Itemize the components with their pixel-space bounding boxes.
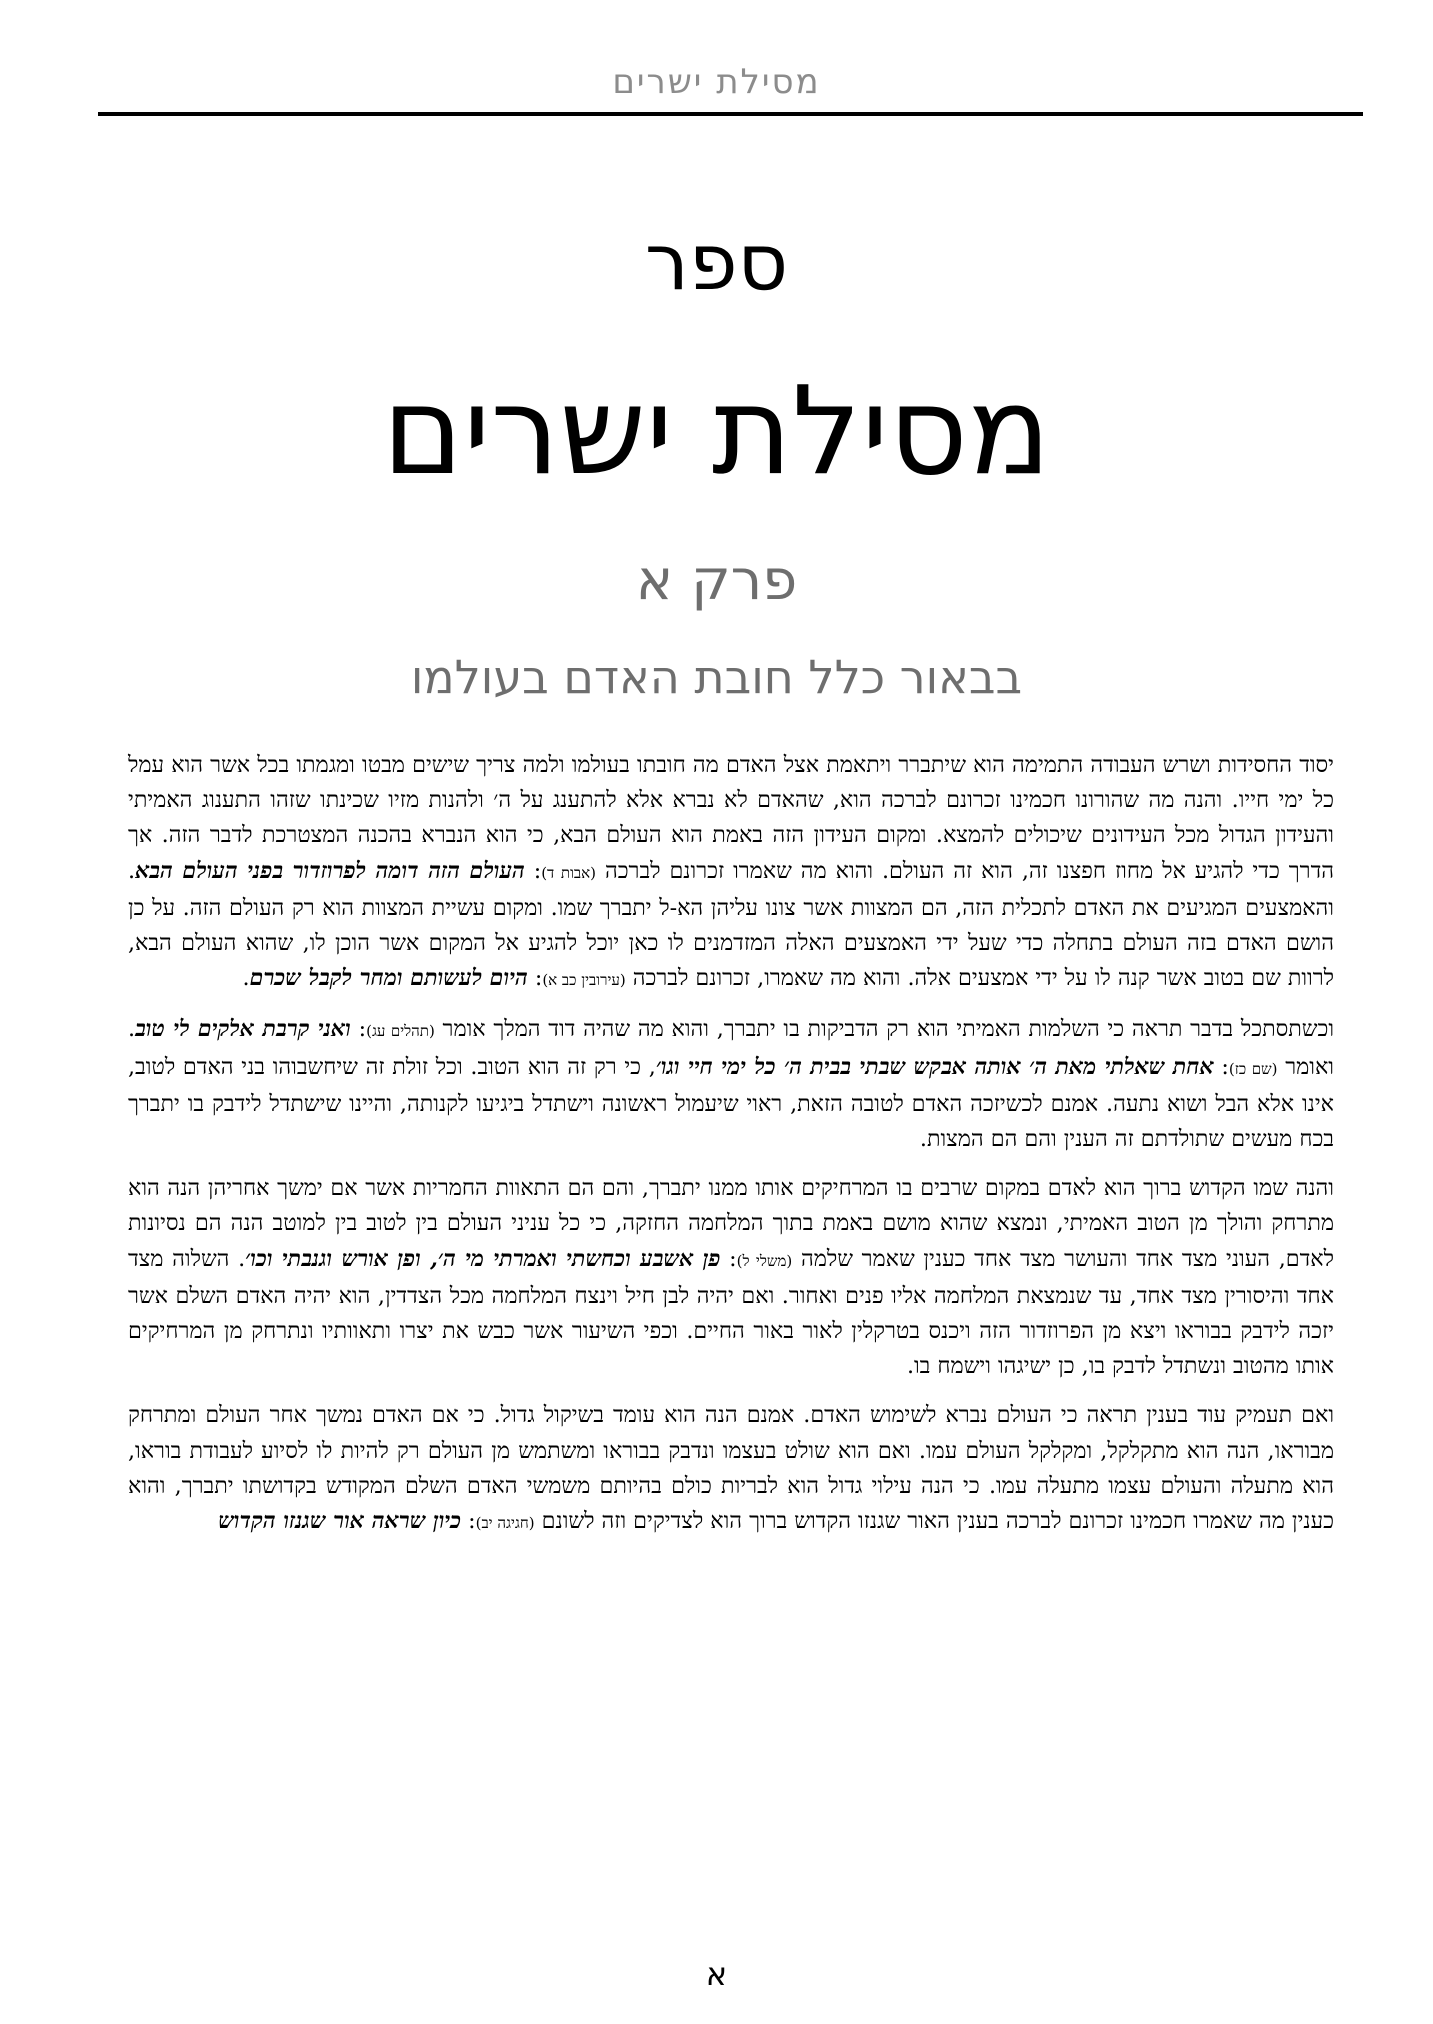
body-text: , כי רק זה הוא הטוב. וכל זולת זה שיחשבוהו בני האדם לטוב, אינו אלא הבל ושוא נתעה. אמנם לכשיזכה האדם לטובה הזאת, ראוי שיעמול ראשונה וישתדל ביגיעו לקנותה, והיינו שישתדל לידבק בו יתברך בכח מעשים שתולדתם זה הענין והם הם המצות. <box>128 1053 1334 1153</box>
body-text: . השלוה מצד אחד והיסורין מצד אחד, עד שנמצאת המלחמה אליו פנים ואחור. ואם יהיה לבן חיל וינצח המלחמה מכל הצדדין, הוא יהיה האדם השלם אשר יזכה לידבק בבוראו ויצא מן הפרוזדור הזה ויכנס בטרקלין לאור באור החיים. וכפי השיעור אשר כבש את יצרו ותאוותיו ונתרחק מן המרחיקים אותו מהטוב ונשתדל לדבק בו, כן ישיגהו וישמח בו. <box>128 1245 1334 1380</box>
source-reference: (תהלים עג) <box>366 1022 435 1041</box>
body-text: ואם תעמיק עוד בענין תראה כי העולם נברא לשימוש האדם. אמנם הנה הוא עומד בשיקול גדול. כי אם האדם נמשך אחר העולם ומתרחק מבוראו, הנה הוא מתקלקל, ומקלקל העולם עמו. ואם הוא שולט בעצמו ונדבק בבוראו ומשתמש מן העולם רק להיות לו לסיוע לעבודת בוראו, הוא מתעלה והעולם עצמו מתעלה עמו. כי הנה עילוי גדול הוא לבריות כולם בהיותם משמשי האדם השלם המקודש בקדושתו יתברך, והוא כענין מה שאמרו חכמינו זכרונם לברכה בענין האור שגנזו הקדוש ברוך הוא לצדיקים וזה לשונם <box>128 1402 1334 1535</box>
body-text: : <box>1213 1053 1229 1080</box>
body-text: : <box>461 1508 476 1535</box>
body-text: וכשתסתכל בדבר תראה כי השלמות האמיתי הוא רק הדביקות בו יתברך, והוא מה שהיה דוד המלך אומר <box>434 1016 1334 1043</box>
source-reference: (משלי ל) <box>736 1251 793 1270</box>
chapter-title: בבאור כלל חובת האדם בעולמו <box>410 650 1023 704</box>
paragraph-2 <box>128 1012 1334 1157</box>
quote-text: אחת שאלתי מאת ה׳ אותה אבקש שבתי בבית ה׳ כל ימי חיי וגו׳ <box>655 1053 1214 1080</box>
header-rule <box>98 112 1363 116</box>
body-text: . ואומר <box>128 1016 1334 1080</box>
body-text: : <box>524 857 542 884</box>
body-text: יסוד החסידות ושרש העבודה התמימה הוא שיתברר ויתאמת אצל האדם מה חובתו בעולמו ולמה צריך שישים מבטו ומגמתו בכל אשר הוא עמל כל ימי חייו. והנה מה שהורונו חכמינו זכרונם לברכה הוא, שהאדם לא נברא אלא להתענג על ה׳ ולהנות מזיו שכינתו שזהו התענוג האמיתי והעידון הגדול מכל העידונים שיכולים להמצא. ומקום העידון הזה באמת הוא העולם הבא, כי הוא הנברא בהכנה המצטרכת לדבר הזה. אך הדרך כדי להגיע אל מחוז חפצנו זה, הוא זה העולם. והוא מה שאמרו זכרונם לברכה <box>128 752 1335 884</box>
source-reference: (חגיגה יב) <box>475 1514 535 1533</box>
running-header: מסילת ישרים <box>612 62 821 102</box>
body-text: . <box>242 965 250 992</box>
quote-text: כיון שראה אור שגנזו הקדוש <box>218 1508 462 1535</box>
paragraph-3 <box>128 1171 1334 1384</box>
quote-text: היום לעשותם ומחר לקבל שכרם <box>249 965 528 992</box>
source-reference: (שם כז) <box>1228 1059 1278 1078</box>
source-reference: (עירובין כב א) <box>542 971 626 990</box>
text-body <box>128 748 1334 1555</box>
quote-text: העולם הזה דומה לפרוזדור בפני העולם הבא <box>135 857 525 884</box>
paragraph-4 <box>128 1398 1334 1541</box>
paragraph-1 <box>128 748 1334 998</box>
body-text: . והאמצעים המגיעים את האדם לתכלית הזה, הם המצוות אשר צונו עליהן הא-ל יתברך שמו. ומקום עשיית המצוות הוא רק העולם הזה. על כן הושם האדם בזה העולם בתחלה כדי שעל ידי האמצעים האלה המזדמנים לו כאן יוכל להגיע אל המקום אשר הוכן לו, שהוא העולם הבא, לרוות שם בטוב אשר קנה לו על ידי אמצעים אלה. והוא מה שאמרו, זכרונם לברכה <box>128 857 1334 992</box>
source-reference: (אבות ד) <box>541 863 596 882</box>
book-title: מסילת ישרים <box>382 360 1051 502</box>
quote-text: פן אשבע וכחשתי ואמרתי מי ה׳, ופן אורש וגנבתי וכו׳ <box>245 1245 721 1272</box>
page-number: א <box>705 1955 728 1993</box>
quote-text: ואני קרבת אלקים לי טוב <box>135 1016 351 1043</box>
book-label: ספר <box>644 218 789 308</box>
chapter-label: פרק א <box>635 548 798 613</box>
body-text: : <box>350 1016 367 1043</box>
body-text: : <box>527 965 543 992</box>
body-text: והנה שמו הקדוש ברוך הוא לאדם במקום שרבים בו המרחיקים אותו ממנו יתברך, והם הם התאוות החמריות אשר אם ימשך אחריהן הנה הוא מתרחק והולך מן הטוב האמיתי, ונמצא שהוא מושם באמת בתוך המלחמה החזקה, כי כל עניני העולם בין לטוב בין למוטב הנה הם נסיונות לאדם, העוני מצד אחד והעושר מצד אחד כענין שאמר שלמה <box>128 1175 1335 1272</box>
body-text: : <box>720 1245 737 1272</box>
